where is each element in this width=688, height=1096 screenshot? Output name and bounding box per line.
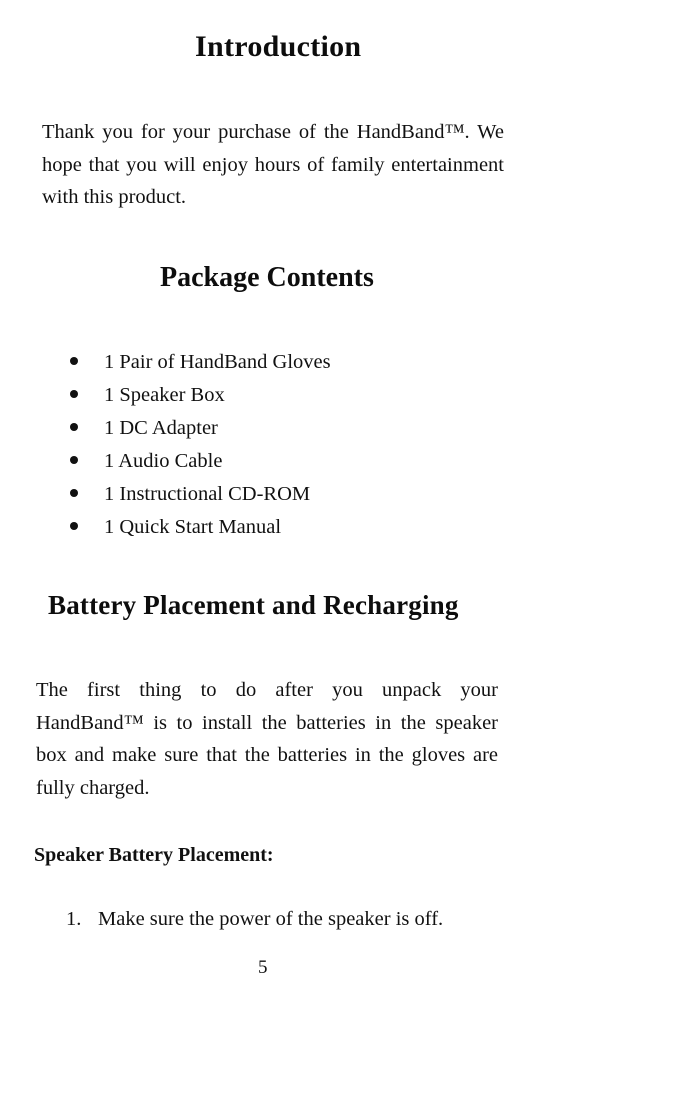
speaker-battery-subheading: Speaker Battery Placement: — [34, 844, 274, 866]
list-item — [66, 478, 331, 511]
list-item — [66, 379, 331, 412]
list-item — [66, 445, 331, 478]
introduction-heading: Introduction — [195, 30, 362, 63]
package-contents-list — [66, 346, 331, 544]
list-item-text: 1 Speaker Box — [104, 384, 225, 406]
bullet-icon — [70, 390, 78, 398]
list-item-text: 1 Instructional CD-ROM — [104, 483, 311, 505]
step-text: Make sure the power of the speaker is off. — [98, 908, 444, 930]
package-contents-heading: Package Contents — [160, 262, 374, 293]
list-item — [66, 346, 331, 379]
list-item-text: 1 DC Adapter — [104, 417, 218, 439]
step-number: 1. — [66, 908, 82, 930]
list-item-text: 1 Quick Start Manual — [104, 516, 282, 538]
battery-paragraph: The first thing to do after you unpack your HandBand™ is to install the batteries in the speaker box and make sure that the batteries in the gloves are fully charged. — [36, 679, 498, 799]
bullet-icon — [70, 489, 78, 497]
battery-placement-heading: Battery Placement and Recharging — [48, 590, 459, 620]
bullet-icon — [70, 522, 78, 530]
list-item — [66, 511, 331, 544]
page-number: 5 — [258, 957, 268, 978]
bullet-icon — [70, 423, 78, 431]
step-item — [66, 908, 443, 931]
list-item-text: 1 Pair of HandBand Gloves — [104, 351, 331, 373]
list-item-text: 1 Audio Cable — [104, 450, 223, 472]
bullet-icon — [70, 357, 78, 365]
bullet-icon — [70, 456, 78, 464]
introduction-paragraph: Thank you for your purchase of the HandBand™. We hope that you will enjoy hours of family entertainment with this product. — [42, 121, 504, 208]
list-item — [66, 412, 331, 445]
